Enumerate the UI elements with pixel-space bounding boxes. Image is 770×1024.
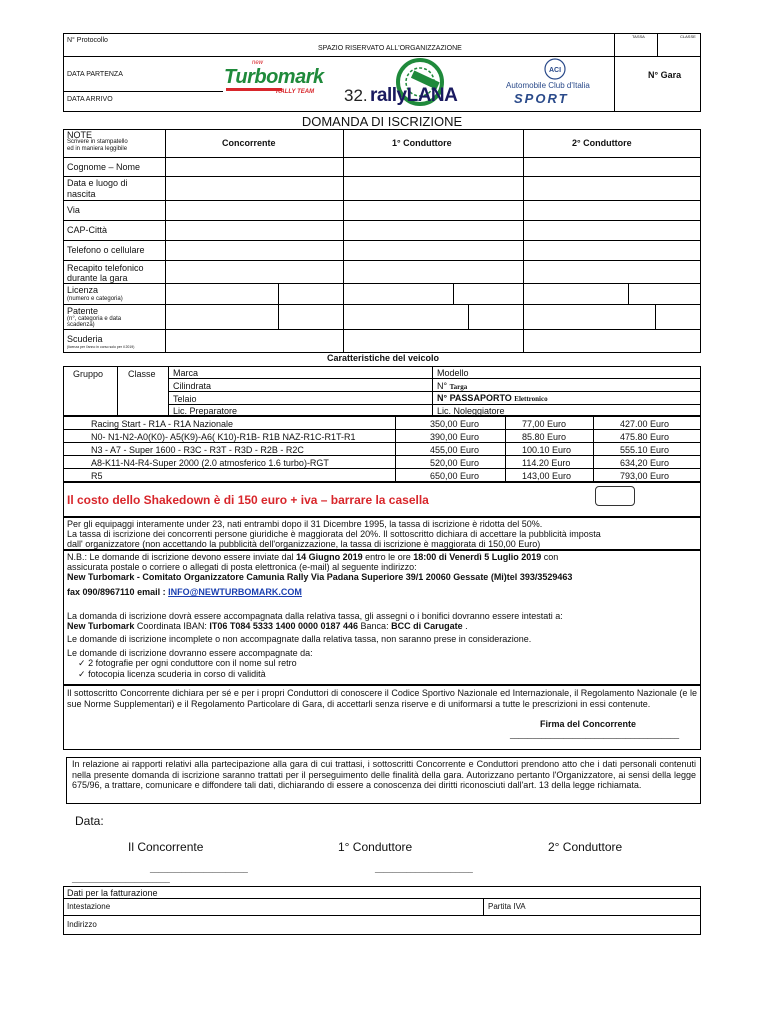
pay-bank: BCC di Carugate — [391, 621, 463, 631]
tariffa-a: 650,00 Euro — [430, 471, 480, 481]
data-arrivo-label: DATA ARRIVO — [67, 96, 113, 103]
header-col-line-2 — [657, 33, 658, 57]
row-patente-sub-1: (n°, categoria e data — [67, 316, 122, 322]
note-text-2: ed in maniera leggibile — [67, 146, 128, 152]
classe-tiny-label: CLASSE — [680, 34, 696, 39]
pay-bank-label: Banca: — [358, 621, 392, 631]
gruppo-label: Gruppo — [73, 369, 104, 379]
checkmark-icon: ✓ — [78, 669, 86, 679]
rallylana-name: rallyLANA — [370, 85, 458, 106]
fatturazione-row-line — [63, 898, 701, 899]
table-col-3 — [523, 129, 524, 353]
tariffa-desc: A8-K11-N4-R4-Super 2000 (2.0 atmosferico 1.6 turbo)-RGT — [91, 458, 329, 468]
tariffa-c: 475.80 Euro — [620, 432, 670, 442]
tariffa-b: 143,00 Euro — [522, 471, 572, 481]
tariffe-row-line — [63, 442, 701, 443]
tassa-tiny-label: TASSA — [632, 34, 645, 39]
turbomark-stripe — [226, 88, 282, 91]
row-scuderia-sub: (licenza per l'anno in corso solo per il 2019) — [67, 345, 135, 349]
header-col-line — [614, 33, 615, 112]
passaporto-sub: Elettronico — [514, 395, 548, 403]
telaio-label: Telaio — [173, 394, 197, 404]
info-under23: Per gli equipaggi interamente under 23, nati entrambi dopo il 31 Dicembre 1995, la tassa di iscrizione è ridotta del 50%. — [67, 519, 543, 529]
firma-concorrente-label: Firma del Concorrente — [540, 719, 637, 729]
nb-deadline: 18:00 di Venerdì 5 Luglio 2019 — [413, 552, 542, 562]
passaporto-label — [437, 393, 548, 403]
row-scuderia: Scuderia — [67, 334, 103, 344]
pay-iban: IT06 T084 5333 1400 0000 0187 446 — [209, 621, 359, 631]
shakedown-checkbox[interactable] — [595, 486, 635, 506]
veicolo-row — [168, 378, 701, 379]
info-pay-3: Le domande di iscrizione incomplete o non accompagnate dalla relativa tassa, non saranno prese in considerazione. — [67, 634, 532, 644]
tariffa-desc: R5 — [91, 471, 103, 481]
table-row-line — [63, 240, 701, 241]
passaporto-text: N° PASSAPORTO — [437, 393, 512, 403]
marca-label: Marca — [173, 368, 199, 378]
dichiarazione-text: Il sottoscritto Concorrente dichiara per sé e per i propri Conduttori di conoscere il Codice Sportivo Nazionale ed Internazionale, il Regolamento Nazionale (e le sue Norme Supplementari) e il Regolamento Particolare di Gara, di accettarli senza riserve e di uniformarsi a tutte le prescrizioni in essi contenute. — [67, 688, 697, 709]
numero-gara-label: N° Gara — [648, 70, 682, 80]
tariffa-a: 390,00 Euro — [430, 432, 480, 442]
veicolo-row — [168, 404, 701, 405]
tariffa-a: 455,00 Euro — [430, 445, 480, 455]
iscrizione-table — [63, 129, 701, 353]
tariffa-desc: N3 - A7 - Super 1600 - R3C - R3T - R3D - R2B - R2C — [91, 445, 304, 455]
tariffa-c: 427.00 Euro — [620, 419, 670, 429]
email-link[interactable]: INFO@NEWTURBOMARK.COM — [168, 587, 302, 597]
row-cap: CAP-Città — [67, 225, 108, 235]
form-title: DOMANDA DI ISCRIZIONE — [301, 114, 463, 129]
aci-name: Automobile Club d'Italia — [506, 81, 590, 90]
table-row-line — [63, 157, 701, 158]
tariffa-b: 77,00 Euro — [522, 419, 567, 429]
indirizzo-label: Indirizzo — [67, 920, 97, 929]
aci-logo — [500, 58, 612, 108]
row-nascita-2: nascita — [67, 189, 96, 199]
preparatore-label: Lic. Preparatore — [173, 406, 238, 416]
check-item-2-text: fotocopia licenza scuderia in corso di validità — [88, 669, 266, 679]
shakedown-text: Il costo dello Shakedown è di 150 euro + iva – barrare la casella — [67, 493, 429, 507]
modello-label: Modello — [437, 368, 469, 378]
info-persone-giuridiche: La tassa di iscrizione dei concorrenti persone giuridiche è maggiorata del 20%. Il sottoscritto dichiara di accettare la pubblicità imposta — [67, 529, 601, 539]
rallylana-logo — [340, 56, 490, 108]
table-sub-col — [468, 304, 469, 329]
turbomark-name: Turbomark — [224, 66, 324, 88]
table-row-line — [63, 220, 701, 221]
partita-iva-label: Partita IVA — [488, 902, 526, 911]
row-telefono: Telefono o cellulare — [67, 245, 145, 255]
aci-emblem-text: ACI — [548, 67, 562, 74]
tariffe-col — [395, 416, 396, 482]
fatturazione-row-line — [63, 915, 701, 916]
pay-beneficiary: New Turbomark — [67, 621, 135, 631]
targa-prefix: N° — [437, 381, 448, 391]
table-col-1 — [165, 129, 166, 353]
fatturazione-col-line — [483, 898, 484, 915]
info-nb-line-2: assicurata postale o corriere o allegati di posta elettronica (e-mail) al seguente indirizzo: — [67, 562, 417, 572]
firma-primo-title: 1° Conduttore — [338, 840, 413, 854]
col-concorrente: Concorrente — [222, 138, 276, 148]
pay-end: . — [462, 621, 468, 631]
aci-emblem-icon — [540, 58, 570, 80]
table-row-line — [63, 304, 701, 305]
firma-line-3: ______________________ — [72, 874, 170, 883]
col-secondo-conduttore: 2° Conduttore — [572, 138, 632, 148]
table-sub-col — [278, 283, 279, 304]
fatturazione-title: Dati per la fatturazione — [67, 888, 158, 898]
nb-part-a: N.B.: Le domande di iscrizione devono essere inviate dal — [67, 552, 297, 562]
cilindrata-label: Cilindrata — [173, 381, 212, 391]
veicolo-row — [168, 391, 701, 392]
firma-concorrente-line: ______________________________________ — [510, 730, 680, 739]
tariffa-b: 85.80 Euro — [522, 432, 567, 442]
data-partenza-label: DATA PARTENZA — [67, 71, 123, 78]
table-row-line — [63, 200, 701, 201]
firma-line-1: ______________________ — [150, 864, 248, 873]
row-recapito-1: Recapito telefonico — [67, 263, 144, 273]
table-row-line — [63, 329, 701, 330]
info-pay-1: La domanda di iscrizione dovrà essere accompagnata dalla relativa tassa, gli assegni o i bonifici dovranno essere intestati a: — [67, 611, 563, 621]
veicolo-col — [117, 366, 118, 416]
nb-part-c: entro le ore — [362, 552, 414, 562]
info-address: New Turbomark - Comitato Organizzatore Camunia Rally Via Padana Superiore 39/1 20060 Gessate (Mi)tel 393/3529463 — [67, 572, 573, 582]
table-sub-col — [628, 283, 629, 304]
tariffe-row-line — [63, 455, 701, 456]
row-licenza: Licenza — [67, 285, 99, 295]
nb-part-e: con — [541, 552, 559, 562]
table-row-line — [63, 176, 701, 177]
tariffa-c: 793,00 Euro — [620, 471, 670, 481]
noleggiatore-label: Lic. Noleggiatore — [437, 406, 505, 416]
turbomark-logo — [222, 60, 326, 102]
protocollo-label: N° Protocollo — [67, 37, 108, 44]
tariffa-a: 520,00 Euro — [430, 458, 480, 468]
check-item-1-text: 2 fotografie per ogni conduttore con il nome sul retro — [88, 658, 297, 668]
table-sub-col — [655, 304, 656, 329]
classe-label: Classe — [128, 369, 156, 379]
nb-date-start: 14 Giugno 2019 — [296, 552, 363, 562]
table-col-2 — [343, 129, 344, 353]
row-nascita-1: Data e luogo di — [67, 178, 128, 188]
targa-label — [437, 381, 467, 391]
row-via: Via — [67, 205, 80, 215]
info-contacts — [67, 587, 302, 597]
table-sub-col — [453, 283, 454, 304]
turbomark-sub: RALLY TEAM — [276, 89, 315, 95]
row-patente: Patente — [67, 306, 99, 316]
tariffe-col — [505, 416, 506, 482]
rallylana-number: 32. — [344, 86, 368, 105]
table-row-line — [63, 283, 701, 284]
info-nb-line-1 — [67, 552, 558, 562]
fax-text: fax 090/8967110 email : — [67, 587, 169, 597]
tariffa-desc: N0- N1-N2-A0(K0)- A5(K9)-A6( K10)-R1B- R1B NAZ-R1C-R1T-R1 — [91, 432, 356, 442]
note-text-1: Scrivere in stampatello — [67, 139, 128, 145]
firma-line-2: ______________________ — [375, 864, 473, 873]
table-row-line — [63, 260, 701, 261]
aci-sport: SPORT — [514, 91, 569, 106]
tariffa-a: 350,00 Euro — [430, 419, 480, 429]
col-primo-conduttore: 1° Conduttore — [392, 138, 452, 148]
tariffa-b: 114.20 Euro — [522, 458, 571, 468]
pay-iban-label: Coordinata IBAN: — [134, 621, 210, 631]
header-field-line — [63, 91, 223, 92]
check-item-1 — [78, 658, 297, 669]
tariffa-c: 555.10 Euro — [620, 445, 670, 455]
row-cognome: Cognome – Nome — [67, 162, 141, 172]
intestazione-label: Intestazione — [67, 902, 111, 911]
riservato-label: SPAZIO RISERVATO ALL'ORGANIZZAZIONE — [318, 45, 462, 52]
tariffe-row-line — [63, 468, 701, 469]
fatturazione-box — [63, 886, 701, 935]
row-patente-sub-2: scadenza) — [67, 322, 95, 328]
row-licenza-sub: (numero e categoria) — [67, 296, 123, 302]
check-item-2 — [78, 669, 266, 680]
note-label: NOTE — [67, 130, 93, 140]
table-sub-col — [278, 304, 279, 329]
turbomark-new-text: new — [252, 60, 264, 66]
row-recapito-2: durante la gara — [67, 273, 128, 283]
tariffe-col — [593, 416, 594, 482]
firma-concorrente-title: Il Concorrente — [128, 840, 204, 854]
tariffa-desc: Racing Start - R1A - R1A Nazionale — [91, 419, 234, 429]
info-pay-4: Le domande di iscrizione dovranno essere accompagnate da: — [67, 648, 313, 658]
privacy-text: In relazione ai rapporti relativi alla partecipazione alla gara di cui trattasi, i sottoscritti Concorrente e Conduttori prendono atto che i dati personali contenuti nella presente domanda di iscrizione saranno trattati per il perseguimento delle finalità della gara. Autorizzano pertanto l'Organizzatore, ai sensi della legge 675/96, a trattare, comunicare e diffondere tali dati, dichiarando di essere a conoscenza dei diritti riconosciuti dall'art. 13 della legge richiamata. — [72, 759, 696, 790]
info-pay-2 — [67, 621, 468, 631]
targa-text: Targa — [449, 383, 468, 391]
tariffe-row-line — [63, 429, 701, 430]
checkmark-icon: ✓ — [78, 658, 86, 668]
data-label: Data: — [75, 814, 104, 828]
info-pubblicita: dall' organizzatore (non accettando la pubblicità dell'organizzazione, la tassa di iscrizione è maggiorata di 150,00 Euro) — [67, 539, 541, 549]
firma-secondo-title: 2° Conduttore — [548, 840, 623, 854]
veicolo-title: Caratteristiche del veicolo — [326, 353, 440, 363]
tariffa-b: 100.10 Euro — [522, 445, 572, 455]
tariffa-c: 634,20 Euro — [620, 458, 670, 468]
